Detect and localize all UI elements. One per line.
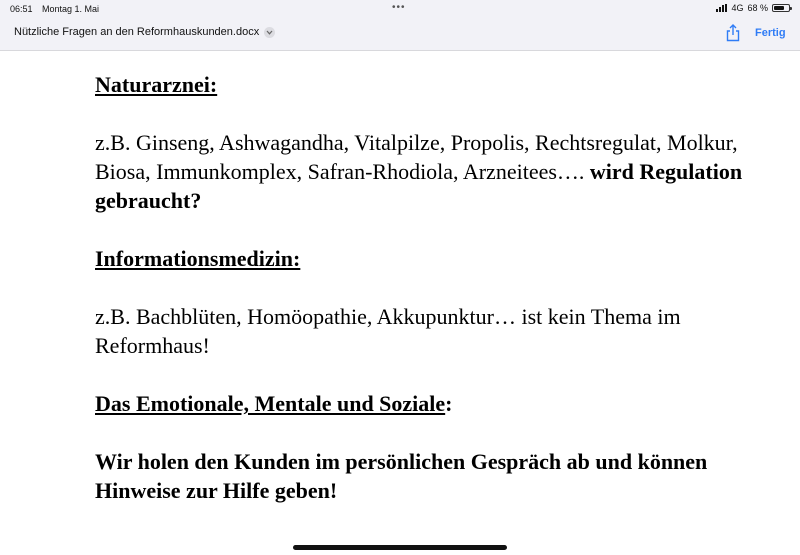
navigation-bar xyxy=(0,18,800,51)
done-button[interactable]: Fertig xyxy=(755,27,786,39)
status-time: 06:51 xyxy=(10,4,33,14)
multitasking-dots-icon[interactable]: ••• xyxy=(392,2,406,13)
status-date: Montag 1. Mai xyxy=(42,4,100,14)
chevron-down-icon[interactable] xyxy=(264,27,275,38)
battery-icon xyxy=(772,4,790,12)
paragraph-naturarznei-bold: wird Regulation gebraucht? xyxy=(95,159,743,213)
heading-emotionale xyxy=(95,389,745,418)
status-bar xyxy=(0,0,800,18)
heading-emotionale-colon: : xyxy=(445,391,453,416)
status-right xyxy=(716,3,790,13)
home-indicator[interactable] xyxy=(293,545,507,550)
paragraph-naturarznei-text: z.B. Ginseng, Ashwagandha, Vitalpilze, Propolis, Rechtsregulat, Molkur, Biosa, Immunkomplex, Safran-Rhodiola, Arzneitees…. xyxy=(95,130,738,184)
heading-informationsmedizin: Informationsmedizin: xyxy=(95,246,301,271)
paragraph-emotionale: Wir holen den Kunden im persönlichen Gespräch ab und können Hinweise zur Hilfe geben! xyxy=(95,449,708,503)
paragraph-informationsmedizin: z.B. Bachblüten, Homöopathie, Akkupunktur… ist kein Thema im Reformhaus! xyxy=(95,304,681,358)
share-icon[interactable] xyxy=(725,24,741,42)
document-title-button[interactable] xyxy=(14,26,275,38)
document-content xyxy=(95,70,745,505)
heading-naturarznei: Naturarznei: xyxy=(95,72,218,97)
battery-fill xyxy=(774,6,784,10)
heading-emotionale-text: Das Emotionale, Mentale und Soziale xyxy=(95,391,446,416)
signal-icon xyxy=(716,4,727,12)
network-type: 4G xyxy=(731,3,744,13)
paragraph-naturarznei xyxy=(95,128,745,215)
battery-percent: 68 % xyxy=(747,3,768,13)
document-title: Nützliche Fragen an den Reformhauskunden.docx xyxy=(14,26,260,38)
